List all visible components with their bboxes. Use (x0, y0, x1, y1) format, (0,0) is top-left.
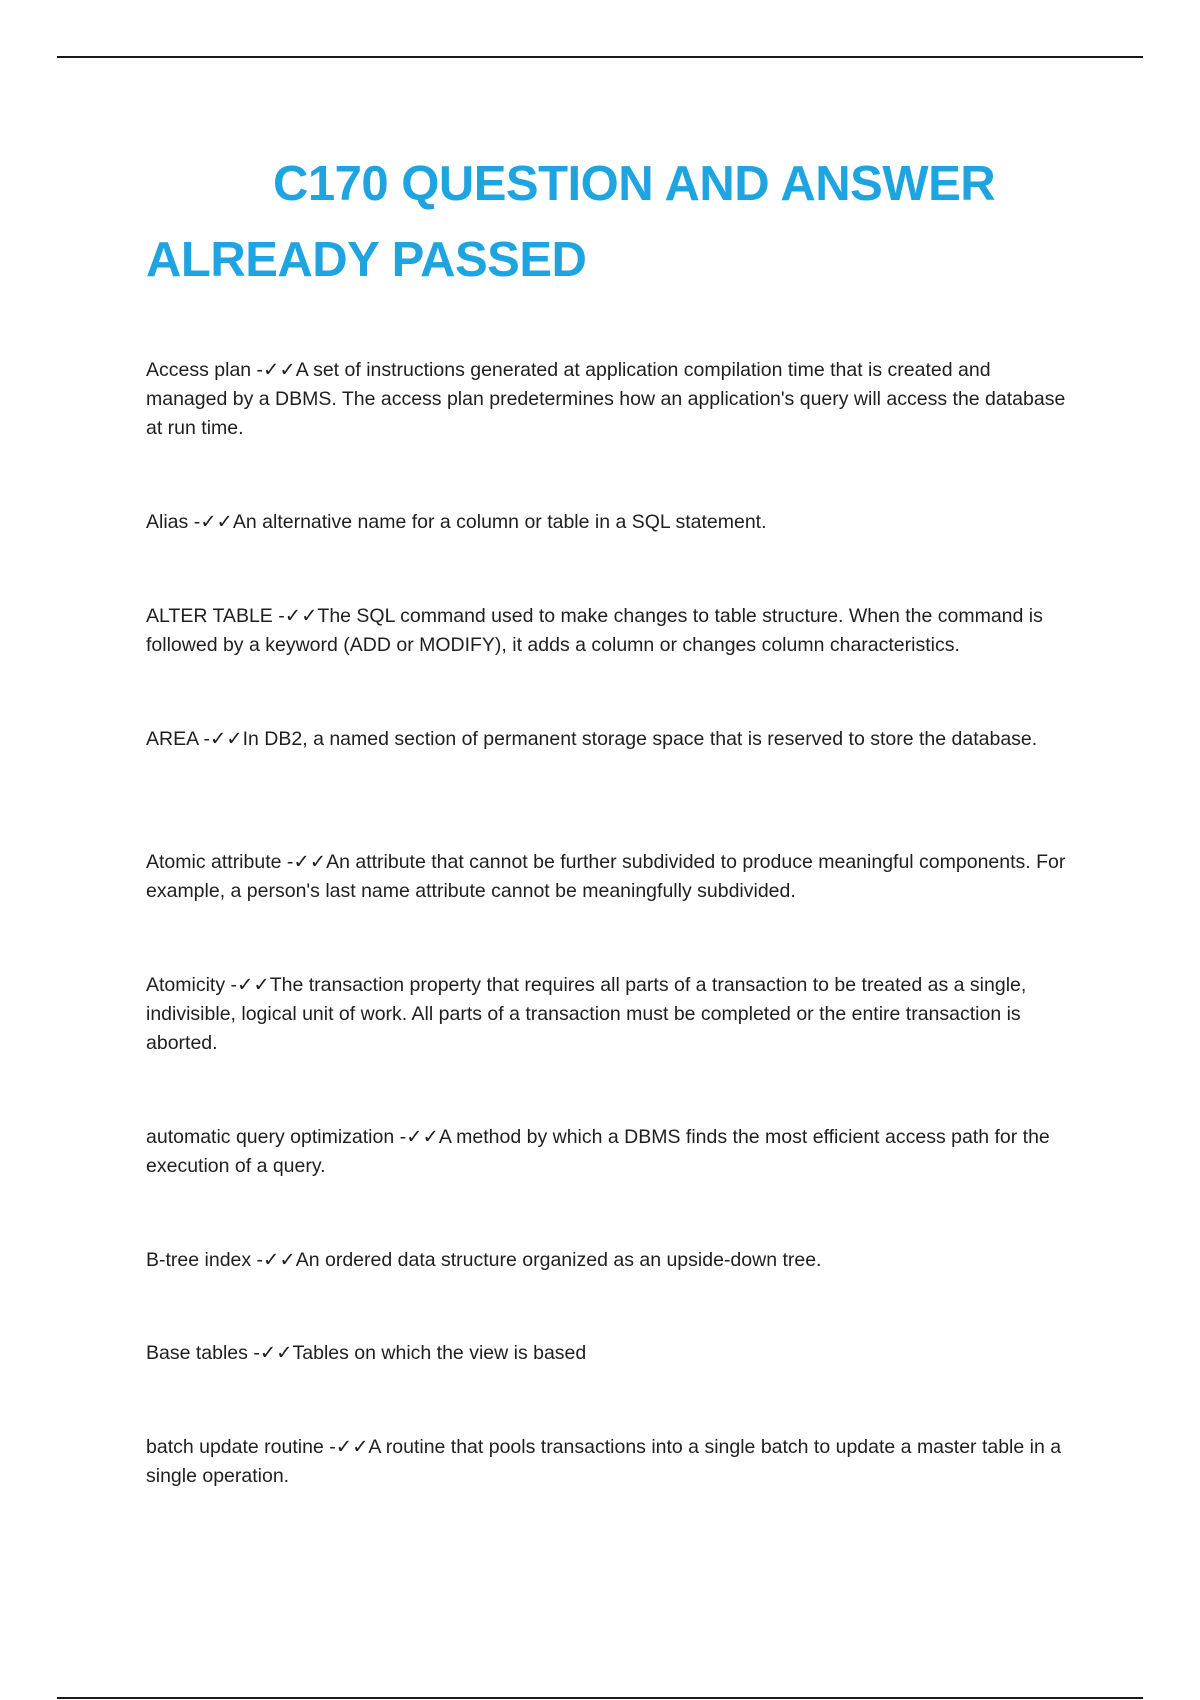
entry-definition: An alternative name for a column or table in a SQL statement. (232, 511, 767, 533)
entry-term: ALTER TABLE (146, 605, 273, 627)
glossary-entry (146, 1339, 586, 1368)
check-separator: -✓✓ (198, 728, 243, 750)
entry-term: batch update routine (146, 1436, 324, 1458)
glossary-entry (146, 725, 1037, 754)
title-line-1: C170 QUESTION AND ANSWER (273, 157, 996, 211)
entry-definition: In DB2, a named section of permanent storage space that is reserved to store the database. (242, 728, 1038, 750)
check-separator: -✓✓ (251, 1249, 296, 1271)
entry-definition: A set of instructions generated at application compilation time that is created and managed by a DBMS. The access plan predetermines how an application's query will access the database at run time. (146, 359, 1066, 439)
check-separator: -✓✓ (247, 1342, 293, 1364)
entry-definition: Tables on which the view is based (292, 1342, 587, 1364)
check-separator: -✓✓ (323, 1436, 369, 1458)
glossary-entry (146, 508, 767, 537)
glossary-entry (146, 848, 1076, 906)
entry-term: Atomic attribute (146, 851, 282, 873)
entry-term: Access plan (146, 359, 252, 381)
bottom-divider (57, 1697, 1143, 1699)
check-separator: -✓✓ (281, 851, 327, 873)
glossary-entry (146, 602, 1076, 660)
entry-term: automatic query optimization (146, 1126, 395, 1148)
check-separator: -✓✓ (188, 511, 233, 533)
check-separator: -✓✓ (394, 1126, 439, 1148)
top-divider (57, 56, 1143, 58)
entry-definition: The SQL command used to make changes to table structure. When the command is followed by a keyword (ADD or MODIFY), it adds a column or changes column characteristics. (146, 605, 1043, 656)
entry-term: AREA (146, 728, 199, 750)
glossary-entry (146, 356, 1076, 443)
check-separator: -✓✓ (272, 605, 318, 627)
check-separator: -✓✓ (251, 359, 296, 381)
entry-definition: The transaction property that requires all parts of a transaction to be treated as a single, indivisible, logical unit of work. All parts of a transaction must be completed or the entire transaction is aborted. (146, 974, 1027, 1054)
glossary-entry (146, 971, 1076, 1058)
check-separator: -✓✓ (225, 974, 270, 996)
entry-term: B-tree index (146, 1249, 252, 1271)
glossary-entry (146, 1433, 1076, 1491)
entry-definition: An ordered data structure organized as an upside-down tree. (295, 1249, 822, 1271)
glossary-entry (146, 1246, 821, 1275)
document-title (146, 146, 1066, 298)
entry-term: Alias (146, 511, 189, 533)
title-line-2: ALREADY PASSED (146, 233, 587, 287)
glossary-entry (146, 1123, 1076, 1181)
entry-definition: A routine that pools transactions into a single batch to update a master table in a single operation. (146, 1436, 1062, 1487)
entry-term: Atomicity (146, 974, 226, 996)
entry-definition: A method by which a DBMS finds the most efficient access path for the execution of a query. (146, 1126, 1050, 1177)
entry-definition: An attribute that cannot be further subdivided to produce meaningful components. For example, a person's last name attribute cannot be meaningfully subdivided. (146, 851, 1066, 902)
entry-term: Base tables (146, 1342, 248, 1364)
